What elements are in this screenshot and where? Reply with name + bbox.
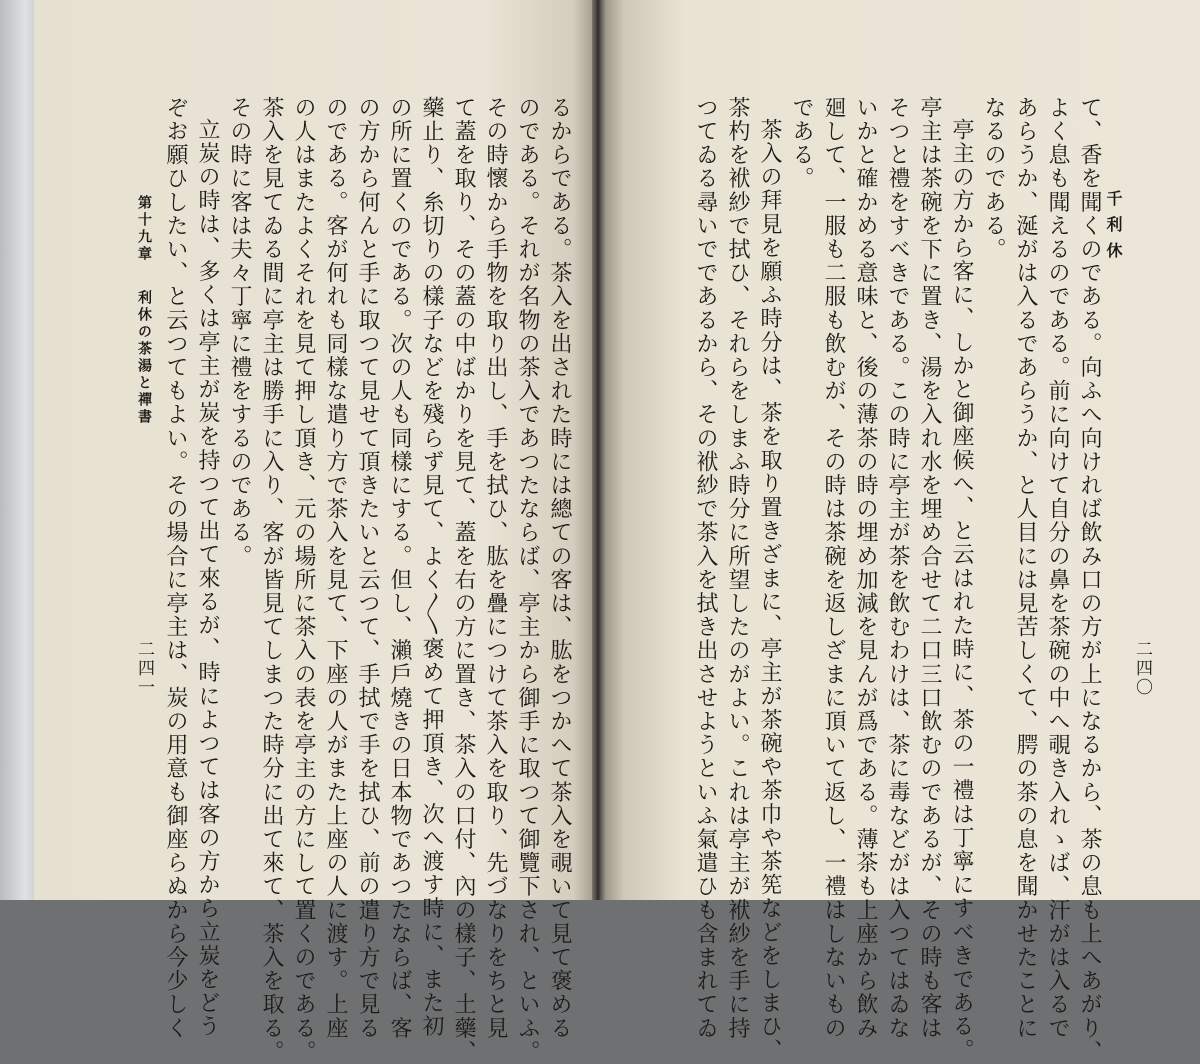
right-page xyxy=(600,0,1200,1064)
text-column: なるのである。 xyxy=(981,96,1006,262)
text-column: つてゐる尋いでであるから、その袱紗で茶入を拭き出させようといふ氣遣ひも含まれてゐ xyxy=(693,96,718,1040)
text-column: 亭主は茶碗を下に置き、湯を入れ水を埋め合せて二口三口飲むのであるが、その時も客は xyxy=(917,96,942,1040)
text-column: 茶入を見てゐる間に亭主は勝手に入り、客が皆見てしまつた時分に出て來て、茶入を取る。 xyxy=(259,96,284,1064)
page-number: 二四一 xyxy=(134,640,154,697)
running-head: 千利休 xyxy=(1104,190,1123,268)
text-column: 亭主の方から客に、しかと御座候へ、と云はれた時に、茶の一禮は丁寧にすべきである。 xyxy=(949,118,974,1062)
text-column: ぞお願ひしたい、と云つてもよい。その場合に亭主は、炭の用意も御座らぬから今少しく xyxy=(163,96,188,1040)
text-column: のである。客が何れも同樣な遣り方で茶入を見て、下座の人がまた上座の人に渡す。上座 xyxy=(323,96,348,1040)
left-page xyxy=(34,0,596,1064)
text-column: 藥止り、糸切りの樣子などを殘らず見て、よく〳〵褒めて押頂き、次へ渡す時に、また初 xyxy=(419,96,444,1039)
text-column: の所に置くのである。次の人も同樣にする。但し、瀨戶燒きの日本物であつたならば、客 xyxy=(387,96,412,1040)
text-column: 茶杓を袱紗で拭ひ、それらをしまふ時分に所望したのがよい。これは亭主が袱紗を手に持 xyxy=(725,96,750,1040)
text-column: て、香を聞くのである。向ふへ向ければ飲み口の方が上になるから、茶の息も上へあがり、 xyxy=(1077,96,1102,1064)
chapter-label: 第十九章 xyxy=(136,195,152,263)
text-column: その時懷から手物を取り出し、手を拭ひ、肱を疊につけて茶入を取り、先づなりをちと見 xyxy=(483,96,508,1040)
chapter-title: 利休の茶湯と禪書 xyxy=(136,290,152,426)
text-column: いかと確かめる意味と、後の薄茶の時の埋め加減を見んが爲である。薄茶も上座から飲み xyxy=(853,96,878,1040)
text-column: である。 xyxy=(789,96,814,191)
text-column: 廻して、一服も二服も飲むが、その時は茶碗を返しざまに頂いて返し、一禮はしないもの xyxy=(821,96,846,1040)
page-number: 二四〇 xyxy=(1132,640,1152,697)
text-column: の方から何んと手に取つて見せて頂きたいと云つて、手拭で手を拭ひ、前の遣り方で見る xyxy=(355,96,380,1040)
text-column: 茶入の拜見を願ふ時分は、茶を取り置きざまに、亭主が茶碗や茶巾や茶筅などをしまひ、 xyxy=(757,118,782,1062)
text-column: るからである。茶入を出された時には總ての客は、肱をつかへて茶入を覗いて見て褒める xyxy=(547,96,572,1040)
text-column: よく息も聞えるのである。前に向けて自分の鼻を茶碗の中へ覗き入れゝば、汗がは入るで xyxy=(1045,96,1070,1040)
text-column: あらうか、涎がは入るであらうか、と人目には見苦しくて、腭の茶の息を聞かせたことに xyxy=(1013,96,1038,1040)
text-column: て蓋を取り、その蓋の中ばかりを見て、蓋を右の方に置き、茶入の口付、內の樣子、土藥、 xyxy=(451,96,476,1064)
text-column: その時に客は夫々丁寧に禮をするのである。 xyxy=(227,96,252,568)
text-column: のである。それが名物の茶入であつたならば、亭主から御手に取つて御覽下され、といふ。 xyxy=(515,96,540,1064)
text-column: 立炭の時は、多くは亭主が炭を持つて出て來るが、時によつては客の方から立炭をどう xyxy=(195,118,220,1039)
text-column: そつと禮をすべきである。この時に亭主が茶を飲むわけは、茶に毒などがは入つてはゐな xyxy=(885,96,910,1040)
text-column: の人はまたよくそれを見て押し頂き、元の場所に茶入の表を亭主の方にして置くのである。 xyxy=(291,96,316,1064)
book-gutter xyxy=(592,0,606,900)
